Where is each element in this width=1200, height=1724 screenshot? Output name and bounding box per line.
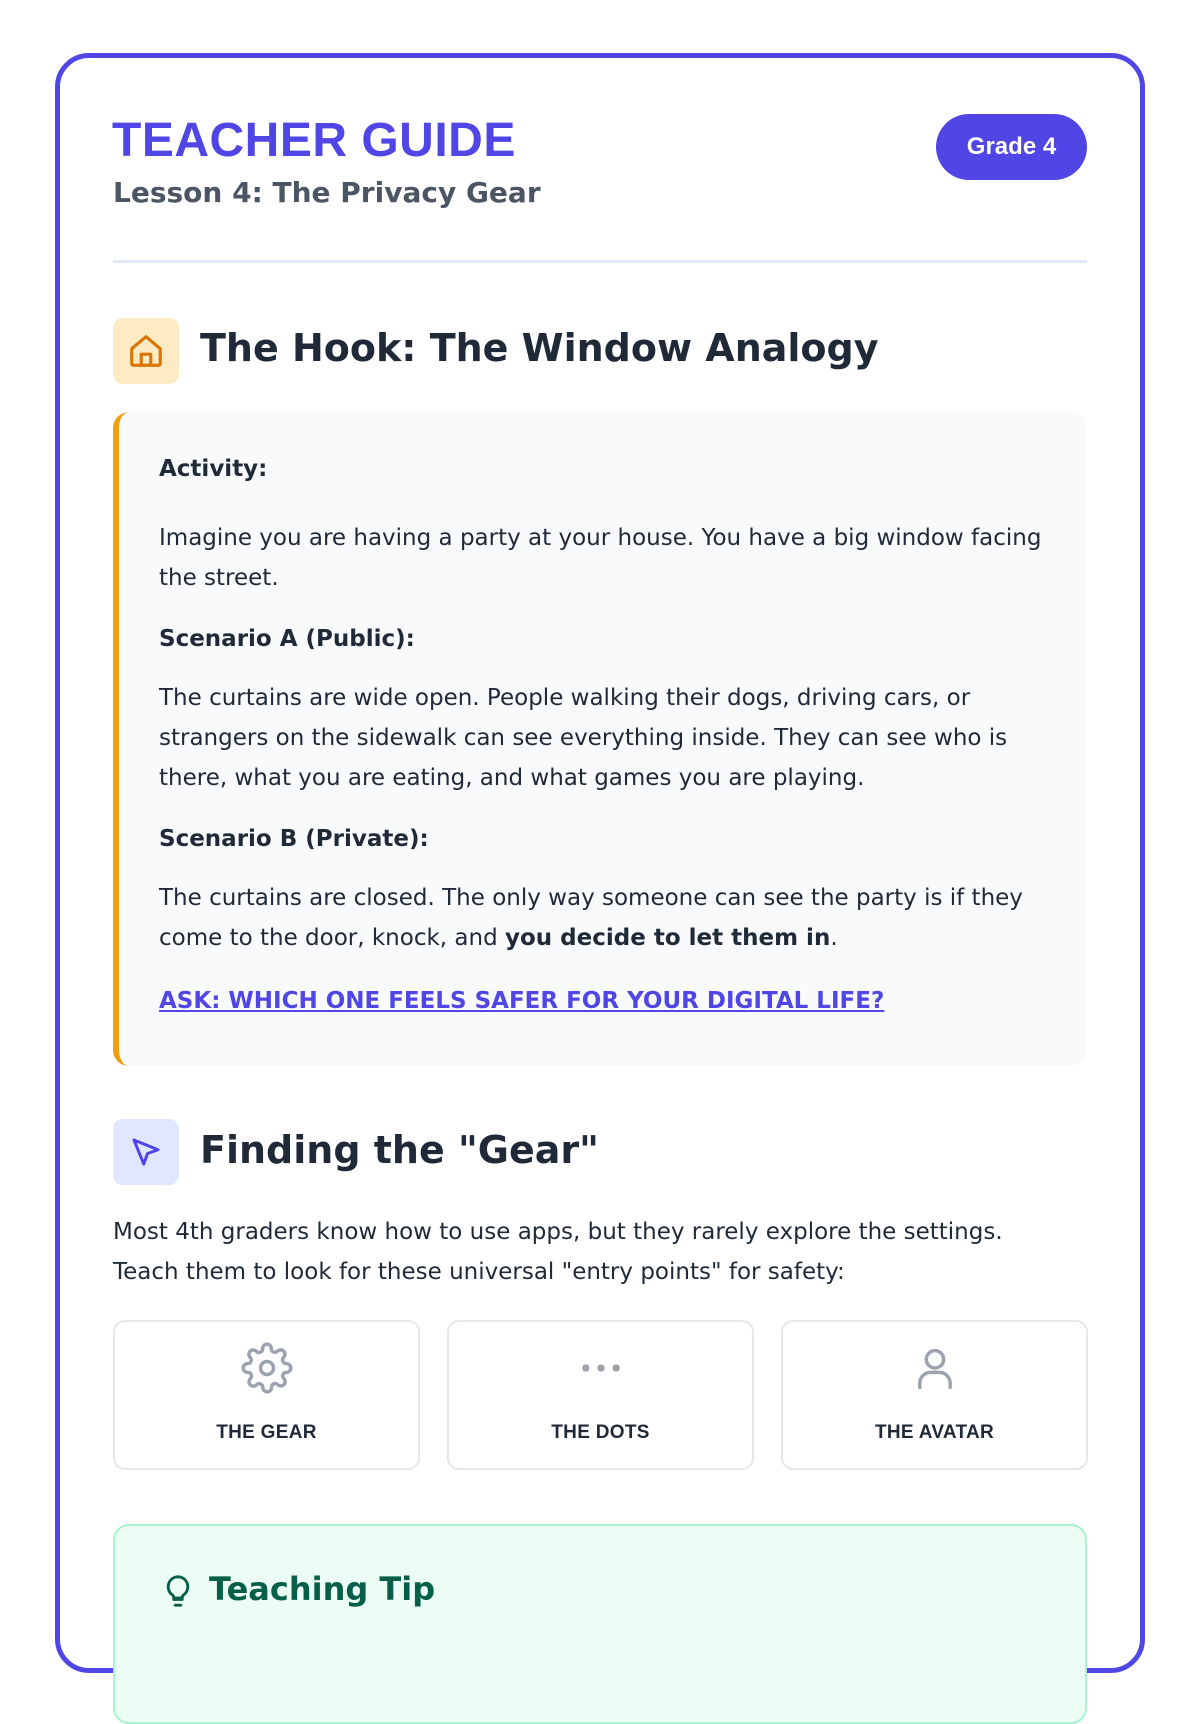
grade-badge: Grade 4 [936, 114, 1087, 180]
lesson-subtitle: Lesson 4: The Privacy Gear [113, 176, 541, 209]
gear-intro-text: Most 4th graders know how to use apps, but they rarely explore the settings. Teach them to look for these universal "entry points" for safety: [113, 1219, 1003, 1285]
activity-text: Imagine you are having a party at your house. You have a big window facing the street. [159, 525, 1042, 591]
ask-prompt-link[interactable]: ASK: WHICH ONE FEELS SAFER FOR YOUR DIGITAL LIFE? [159, 988, 885, 1014]
teaching-tip-box [113, 1524, 1087, 1724]
home-icon [113, 318, 179, 384]
dots-icon [449, 1342, 752, 1394]
scenario-a-text: The curtains are wide open. People walking their dogs, driving cars, or strangers on the sidewalk can see everything inside. They can see who is there, what you are eating, and what games you are playing. [159, 685, 1008, 791]
scenario-b-label: Scenario B (Private): [159, 826, 429, 852]
lightbulb-icon [161, 1574, 195, 1612]
scenario-a-label: Scenario A (Public): [159, 626, 415, 652]
gear-section-title: Finding the "Gear" [200, 1128, 599, 1172]
hook-section-title: The Hook: The Window Analogy [200, 326, 879, 370]
entry-point-avatar [781, 1320, 1088, 1470]
teaching-tip-title: Teaching Tip [209, 1570, 436, 1608]
gear-icon [115, 1342, 418, 1394]
header-divider [113, 260, 1087, 263]
activity-label: Activity: [159, 456, 268, 482]
scenario-b-end: . [830, 925, 838, 951]
hook-activity-box [113, 412, 1087, 1066]
scenario-b-emphasis: you decide to let them in [505, 925, 831, 951]
scenario-b-text [159, 878, 1049, 958]
avatar-icon [783, 1342, 1086, 1394]
entry-point-gear [113, 1320, 420, 1470]
scenario-b-main: The curtains are closed. The only way someone can see the party is if they come to the door, knock, and [159, 885, 1023, 951]
entry-point-label: THE AVATAR [874, 1422, 995, 1443]
entry-point-label: THE DOTS [551, 1422, 650, 1443]
entry-point-dots [447, 1320, 754, 1470]
page-title: TEACHER GUIDE [112, 114, 516, 167]
cursor-pointer-icon [113, 1119, 179, 1185]
entry-point-label: THE GEAR [216, 1422, 317, 1443]
